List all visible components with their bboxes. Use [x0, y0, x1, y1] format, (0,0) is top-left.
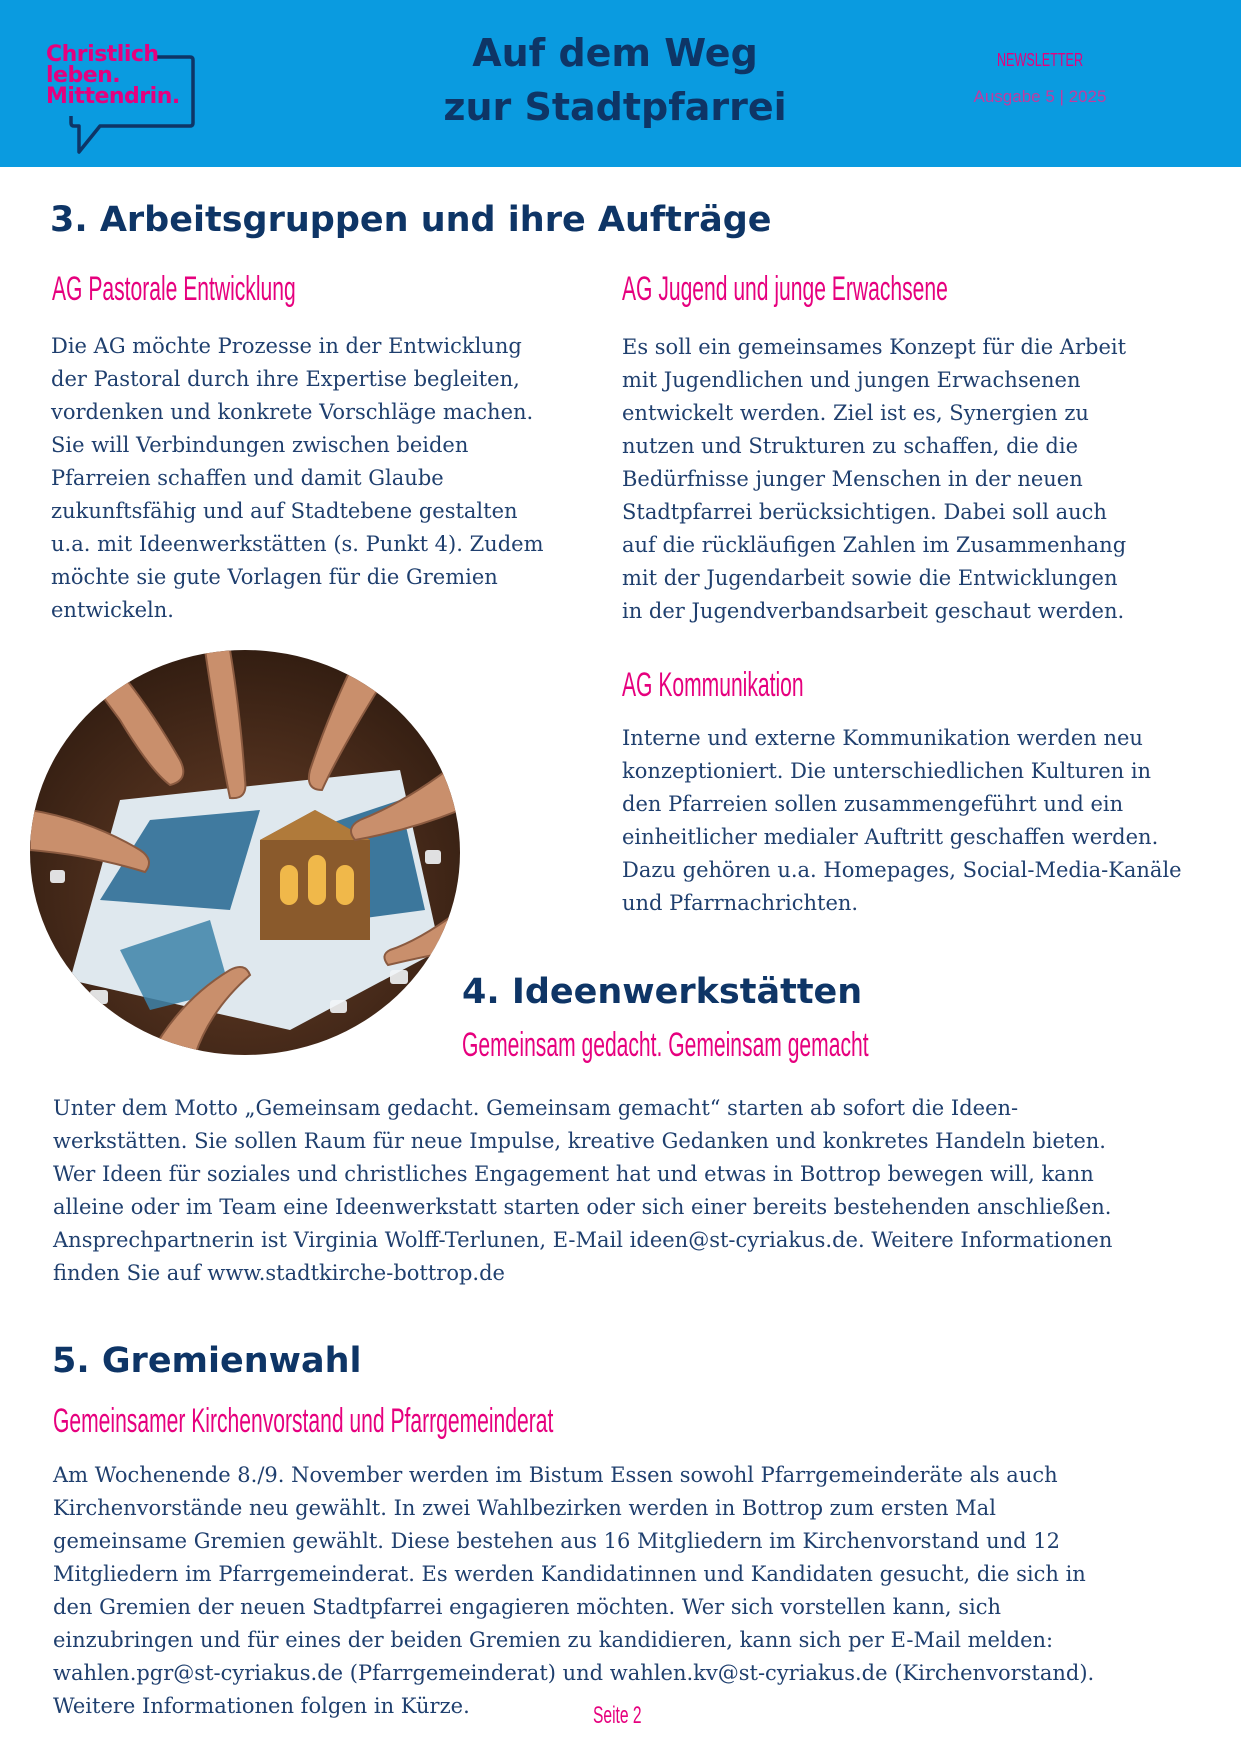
ag-jugend-text	[622, 331, 1126, 628]
text-line: Kirchenvorstände neu gewählt. In zwei Wahlbezirken werden in Bottrop zum ersten Mal	[53, 1496, 996, 1520]
text-line: finden Sie auf www.stadtkirche-bottrop.de	[53, 1261, 505, 1285]
text-line: werkstätten. Sie sollen Raum für neue Impulse, kreative Gedanken und konkretes Handeln bieten.	[53, 1129, 1106, 1153]
text-line: Unter dem Motto „Gemeinsam gedacht. Gemeinsam gemacht“ starten ab sofort die Ideen-	[53, 1096, 1019, 1120]
text-line: Dazu gehören u.a. Homepages, Social-Media-Kanäle	[622, 858, 1182, 882]
puzzle-church-photo	[30, 650, 460, 1055]
text-line: entwickelt werden. Ziel ist es, Synergien zu	[622, 401, 1089, 425]
text-line: Es soll ein gemeinsames Konzept für die Arbeit	[622, 335, 1127, 359]
text-line: Ansprechpartnerin ist Virginia Wolff-Terlunen, E-Mail ideen@st-cyriakus.de. Weitere Informationen	[53, 1228, 1113, 1252]
text-line: zukunftsfähig und auf Stadtebene gestalten	[51, 499, 518, 523]
text-line: Weitere Informationen folgen in Kürze.	[53, 1694, 470, 1718]
text-line: Interne und externe Kommunikation werden neu	[622, 726, 1143, 750]
text-line: Stadtpfarrei berücksichtigen. Dabei soll auch	[622, 500, 1107, 524]
text-line: wahlen.pgr@st-cyriakus.de (Pfarrgemeinderat) und wahlen.kv@st-cyriakus.de (Kirchenvorstand).	[53, 1661, 1095, 1685]
ag-kommunikation-text	[622, 722, 1182, 920]
text-line: Am Wochenende 8./9. November werden im Bistum Essen sowohl Pfarrgemeinderäte als auch	[53, 1463, 1058, 1487]
text-line: auf die rückläufigen Zahlen im Zusammenhang	[622, 533, 1127, 557]
logo-line-1: Christlich	[46, 42, 159, 67]
section-3-heading: 3. Arbeitsgruppen und ihre Aufträge	[50, 200, 772, 240]
ag-pastoral-text	[51, 330, 544, 627]
section-4-heading: 4. Ideenwerkstätten	[462, 972, 863, 1012]
text-line: der Pastoral durch ihre Expertise begleiten,	[51, 367, 520, 391]
section-5-subheading: Gemeinsamer Kirchenvorstand und Pfarrgemeinderat	[53, 1402, 554, 1440]
ag-kommunikation-title: AG Kommunikation	[622, 666, 804, 704]
text-line: mit der Jugendarbeit sowie die Entwicklungen	[622, 566, 1118, 590]
ag-pastoral-title: AG Pastorale Entwicklung	[52, 270, 296, 308]
text-line: Sie will Verbindungen zwischen beiden	[51, 433, 469, 457]
text-line: Pfarreien schaffen und damit Glaube	[51, 466, 444, 490]
text-line: möchte sie gute Vorlagen für die Gremien	[51, 565, 498, 589]
issue-number: Ausgabe 5 | 2025	[973, 87, 1107, 106]
logo-text	[46, 44, 180, 107]
header-banner	[0, 0, 1241, 167]
section-4-text	[53, 1092, 1112, 1290]
section-5-heading: 5. Gremienwahl	[52, 1341, 362, 1381]
text-line: mit Jugendlichen und jungen Erwachsenen	[622, 368, 1081, 392]
ag-jugend-title: AG Jugend und junge Erwachsene	[622, 270, 948, 308]
text-line: Bedürfnisse junger Menschen in der neuen	[622, 467, 1083, 491]
title-line-1: Auf dem Weg	[472, 31, 758, 75]
text-line: in der Jugendverbandsarbeit geschaut werden.	[622, 599, 1125, 623]
text-line: den Pfarreien sollen zusammengeführt und ein	[622, 792, 1124, 816]
newsletter-label: NEWSLETTER	[996, 50, 1084, 70]
page-number: Seite 2	[593, 1702, 642, 1729]
text-line: alleine oder im Team eine Ideenwerkstatt starten oder sich einer bereits bestehenden anschließen.	[53, 1195, 1112, 1219]
text-line: gemeinsame Gremien gewählt. Diese bestehen aus 16 Mitgliedern im Kirchenvorstand und 12	[53, 1529, 1060, 1553]
text-line: einzubringen und für eines der beiden Gremien zu kandidieren, kann sich per E-Mail melden:	[53, 1628, 1054, 1652]
text-line: vordenken und konkrete Vorschläge machen.	[51, 400, 534, 424]
text-line: den Gremien der neuen Stadtpfarrei engagieren möchten. Wer sich vorstellen kann, sich	[53, 1595, 1002, 1619]
section-4-subheading: Gemeinsam gedacht. Gemeinsam gemacht	[462, 1026, 869, 1064]
logo-line-2: leben.	[46, 63, 121, 88]
text-line: Die AG möchte Prozesse in der Entwicklung	[51, 334, 522, 358]
section-5-text	[53, 1459, 1094, 1723]
text-line: u.a. mit Ideenwerkstätten (s. Punkt 4). Zudem	[51, 532, 544, 556]
text-line: und Pfarrnachrichten.	[622, 891, 859, 915]
text-line: konzeptioniert. Die unterschiedlichen Kulturen in	[622, 759, 1152, 783]
logo-line-3: Mittendrin.	[46, 84, 180, 109]
title-line-2: zur Stadtpfarrei	[443, 85, 787, 129]
text-line: entwickeln.	[51, 598, 174, 622]
text-line: einheitlicher medialer Auftritt geschaffen werden.	[622, 825, 1159, 849]
text-line: Mitgliedern im Pfarrgemeinderat. Es werden Kandidatinnen und Kandidaten gesucht, die sich in	[53, 1562, 1086, 1586]
logo	[44, 44, 204, 160]
text-line: Wer Ideen für soziales und christliches Engagement hat und etwas in Bottrop bewegen will, kann	[53, 1162, 1094, 1186]
text-line: nutzen und Strukturen zu schaffen, die die	[622, 434, 1079, 458]
newsletter-title	[370, 26, 860, 134]
